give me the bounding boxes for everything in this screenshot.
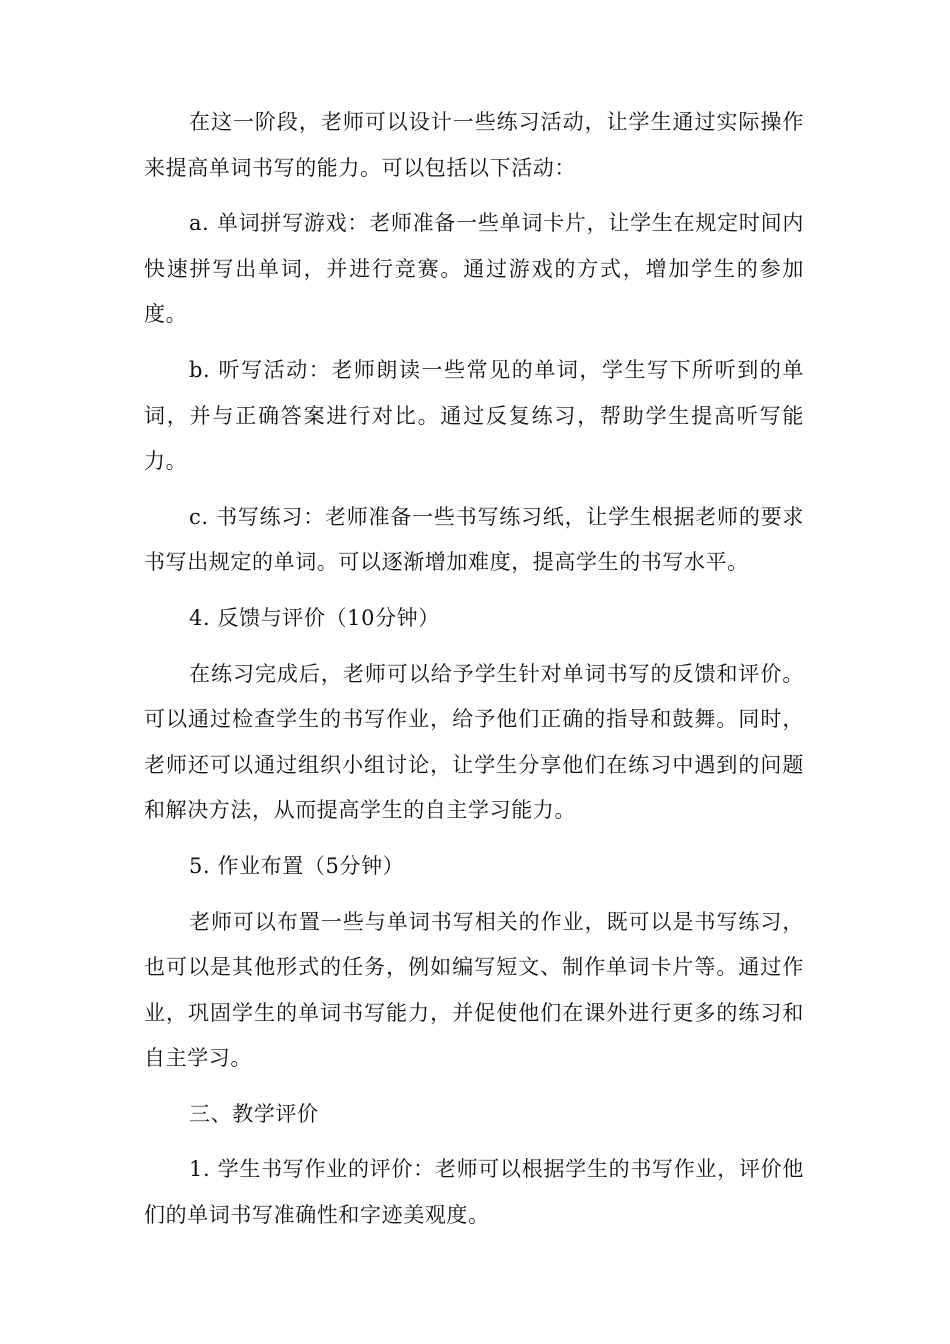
- paragraph-activity-c: c. 书写练习：老师准备一些书写练习纸，让学生根据老师的要求书写出规定的单词。可以逐渐增加难度，提高学生的书写水平。: [144, 504, 804, 575]
- paragraph-activity-a: a. 单词拼写游戏：老师准备一些单词卡片，让学生在规定时间内快速拼写出单词，并进行竞赛。通过游戏的方式，增加学生的参加度。: [144, 211, 804, 327]
- paragraph-evaluation-1: 1. 学生书写作业的评价：老师可以根据学生的书写作业，评价他们的单词书写准确性和字迹美观度。: [144, 1157, 804, 1228]
- heading-feedback: 4. 反馈与评价（10分钟）: [189, 605, 440, 630]
- paragraph-practice-intro: 在这一阶段，老师可以设计一些练习活动，让学生通过实际操作来提高单词书写的能力。可以包括以下活动：: [144, 110, 804, 180]
- heading-homework: 5. 作业布置（5分钟）: [189, 853, 405, 878]
- paragraph-homework: 老师可以布置一些与单词书写相关的作业，既可以是书写练习，也可以是其他形式的任务，例如编写短文、制作单词卡片等。通过作业，巩固学生的单词书写能力，并促使他们在课外进行更多的练习和自主学习。: [144, 909, 804, 1071]
- paragraph-activity-b: b. 听写活动：老师朗读一些常见的单词，学生写下所听到的单词，并与正确答案进行对比。通过反复练习，帮助学生提高听写能力。: [144, 357, 804, 474]
- paragraph-feedback: 在练习完成后，老师可以给予学生针对单词书写的反馈和评价。可以通过检查学生的书写作业，给予他们正确的指导和鼓舞。同时，老师还可以通过组织小组讨论，让学生分享他们在练习中遇到的问题和解决方法，从而提高学生的自主学习能力。: [144, 661, 804, 823]
- document-body: [144, 100, 804, 1249]
- heading-evaluation: 三、教学评价: [189, 1101, 319, 1126]
